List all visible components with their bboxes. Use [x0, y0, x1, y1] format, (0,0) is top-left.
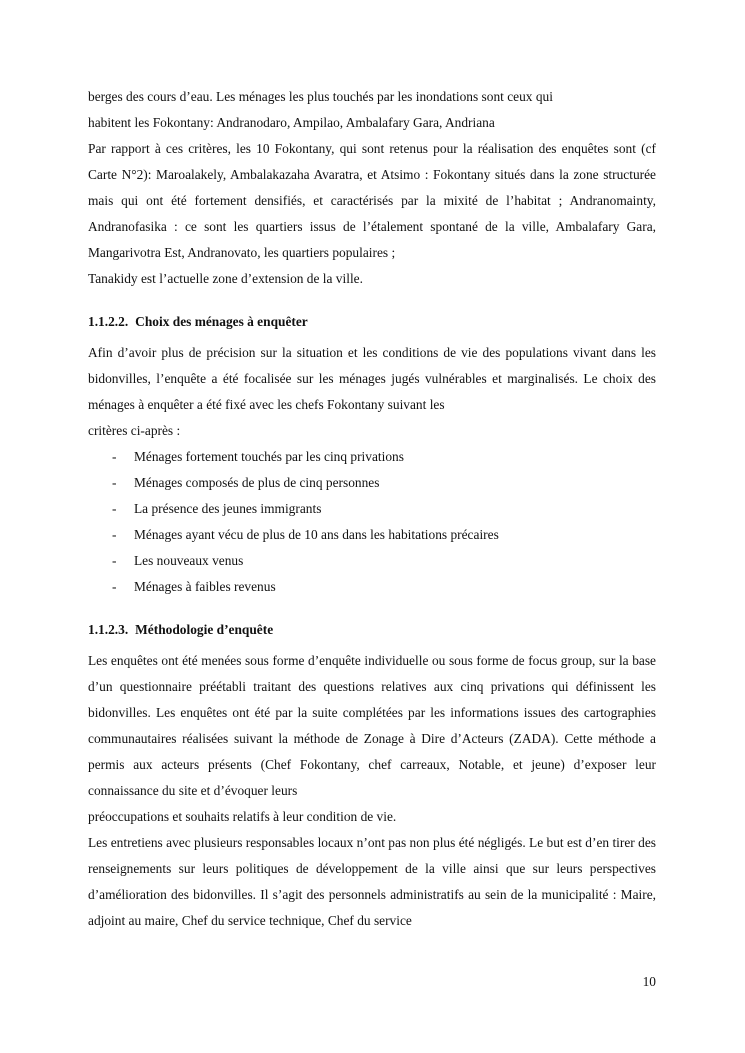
section-title: Choix des ménages à enquêter: [135, 314, 308, 329]
paragraph-choix: Afin d’avoir plus de précision sur la situation et les conditions de vie des populations vivant dans les bidonvilles, l’enquête a été focalisée sur les ménages jugés vulnérables et marginalisés. Le choix des ménages à enquêter a été fixé avec les chefs Fokontany suivant les: [88, 345, 656, 412]
list-item: - Ménages à faibles revenus: [88, 574, 656, 600]
section-heading-choix: [88, 309, 656, 335]
bullet-dash: -: [112, 501, 117, 516]
bullet-dash: -: [112, 527, 117, 542]
paragraph-continuation: berges des cours d’eau. Les ménages les plus touchés par les inondations sont ceux qui: [88, 89, 553, 104]
bullet-dash: -: [112, 475, 117, 490]
list-item: - La présence des jeunes immigrants: [88, 496, 656, 522]
bullet-dash: -: [112, 579, 117, 594]
criteria-list: [88, 444, 656, 600]
paragraph-choix-end: critères ci-après :: [88, 423, 181, 438]
paragraph-fokontany-end: Tanakidy est l’actuelle zone d’extension de la ville.: [88, 271, 363, 286]
paragraph-fokontany: Par rapport à ces critères, les 10 Fokontany, qui sont retenus pour la réalisation des enquêtes sont (cf Carte N°2): Maroalakely, Ambalakazaha Avaratra, et Atsimo : Fokontany situés dans la zone structurée mais qui ont été fortement densifiés, et caractérisés par la mixité de l’habitat ; Andranomainty, Andranofasika : ce sont les quartiers issus de l’étalement spontané de la ville, Ambalafary Gara, Mangarivotra Est, Andranovato, les quartiers populaires ;: [88, 141, 656, 260]
section-heading-methodologie: [88, 617, 656, 643]
section-title: Méthodologie d’enquête: [135, 622, 274, 637]
paragraph-continuation-end: habitent les Fokontany: Andranodaro, Ampilao, Ambalafary Gara, Andriana: [88, 115, 495, 130]
page-number: 10: [642, 974, 656, 989]
list-item: - Ménages fortement touchés par les cinq privations: [88, 444, 656, 470]
section-number: 1.1.2.2.: [88, 314, 129, 329]
section-number: 1.1.2.3.: [88, 622, 129, 637]
document-page: [88, 84, 656, 934]
bullet-dash: -: [112, 553, 117, 568]
list-item: - Les nouveaux venus: [88, 548, 656, 574]
bullet-dash: -: [112, 449, 117, 464]
list-item: - Ménages composés de plus de cinq personnes: [88, 470, 656, 496]
paragraph-methodologie: Les enquêtes ont été menées sous forme d’enquête individuelle ou sous forme de focus group, sur la base d’un questionnaire préétabli traitant des questions relatives aux cinq privations qui définissent les bidonvilles. Les enquêtes ont été par la suite complétées par les informations issues des cartographies communautaires réalisées suivant la méthode de Zonage à Dire d’Acteurs (ZADA). Cette méthode a permis aux acteurs présents (Chef Fokontany, chef carreaux, Notable, et jeune) d’exposer leur connaissance du site et d’évoquer leurs: [88, 653, 656, 798]
paragraph-methodologie-end: préoccupations et souhaits relatifs à leur condition de vie.: [88, 809, 397, 824]
paragraph-entretiens: Les entretiens avec plusieurs responsables locaux n’ont pas non plus été négligés. Le but est d’en tirer des renseignements sur leurs politiques de développement de la ville ainsi que sur leurs perspectives d’amélioration des bidonvilles. Il s’agit des personnels administratifs au sein de la municipalité : Maire, adjoint au maire, Chef du service technique, Chef du service: [88, 835, 656, 928]
list-item: - Ménages ayant vécu de plus de 10 ans dans les habitations précaires: [88, 522, 656, 548]
